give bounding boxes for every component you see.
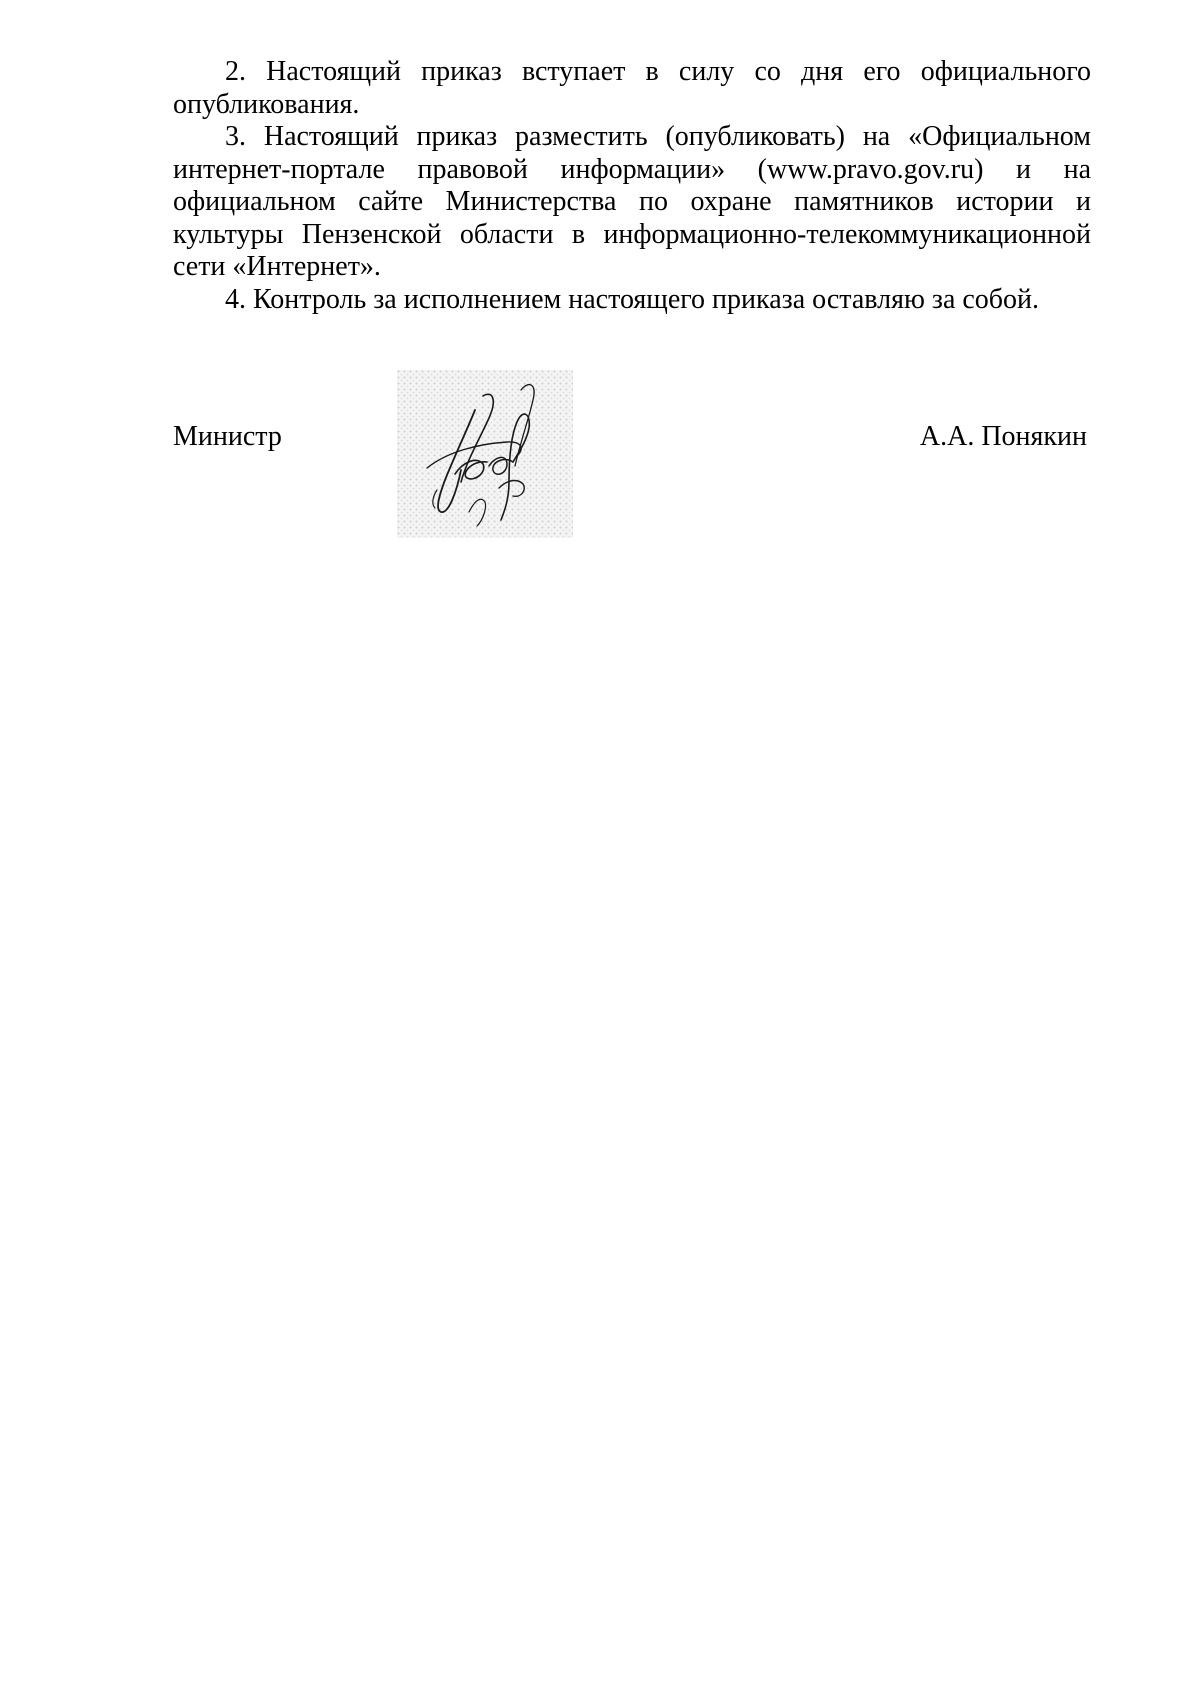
document-body xyxy=(173,56,1091,316)
signatory-position: Министр xyxy=(173,421,282,452)
paragraph-3: 3. Настоящий приказ разместить (опубликовать) на «Официальном интернет-портале правовой информации» (www.pravo.gov.ru) и на официальном сайте Министерства по охране памятников истории и культуры Пензенской области в информационно-телекоммуникационной сети «Интернет». xyxy=(173,121,1091,282)
handwritten-signature-icon xyxy=(397,370,573,538)
signatory-name: А.А. Понякин xyxy=(919,421,1087,452)
paragraph-2: 2. Настоящий приказ вступает в силу со дня его официального опубликования. xyxy=(173,56,1091,120)
paragraph-4: 4. Контроль за исполнением настоящего приказа оставляю за собой. xyxy=(225,283,1040,315)
